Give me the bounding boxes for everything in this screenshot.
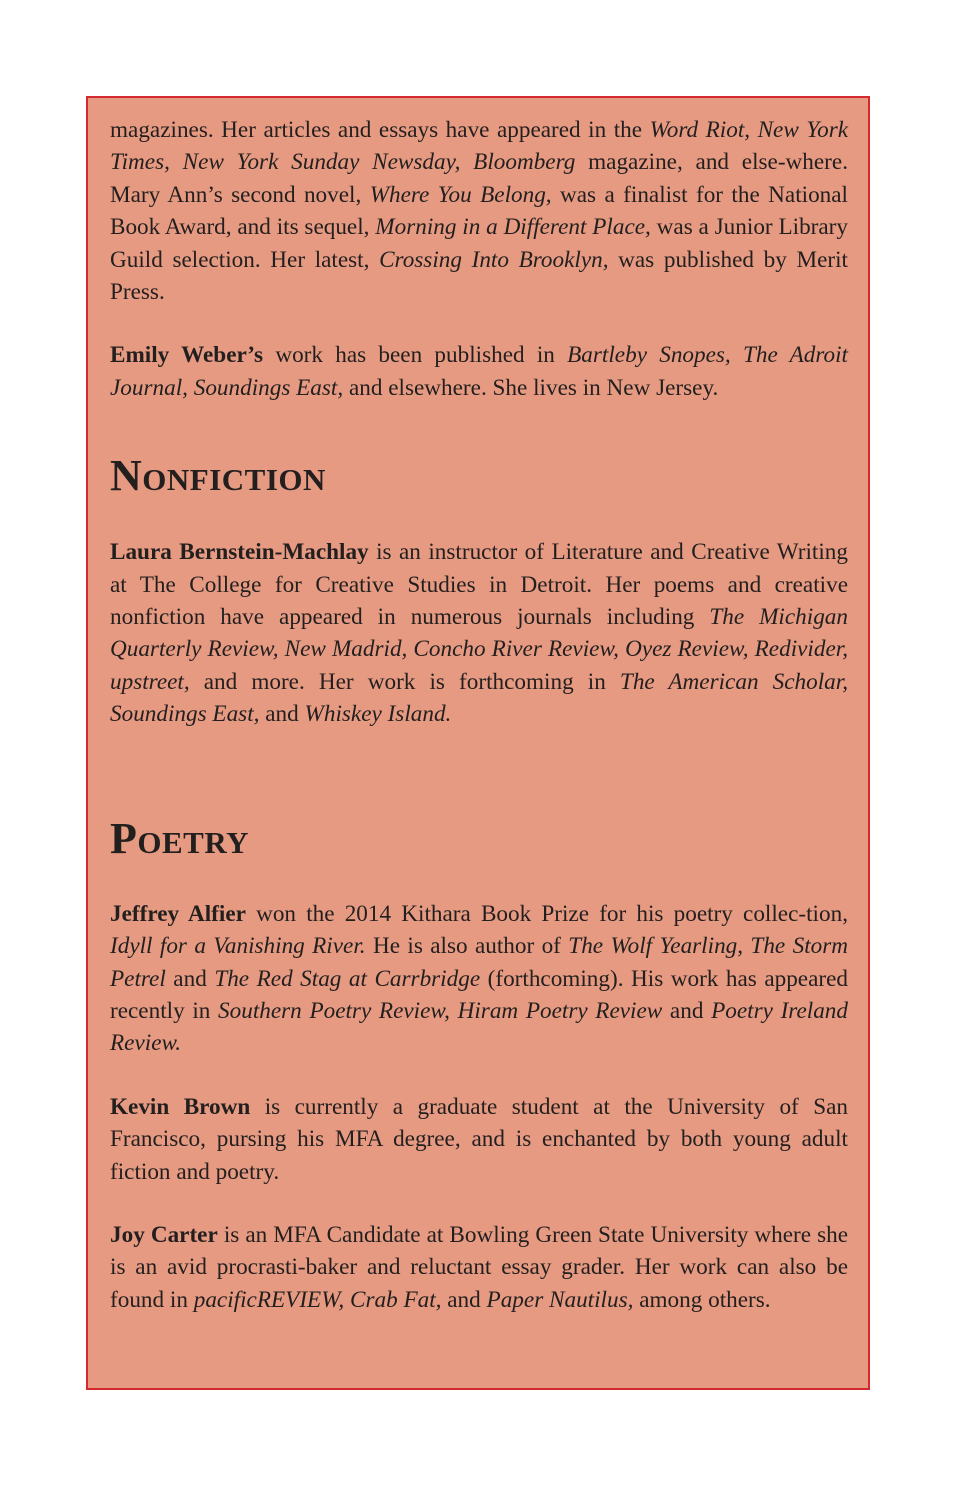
bio-joy-carter	[110, 1219, 848, 1316]
publication-titles: Southern Poetry Review, Hiram Poetry Review	[218, 997, 663, 1024]
book-title: Morning in a Different Place,	[375, 214, 651, 241]
bio-text: and	[259, 701, 305, 728]
section-heading-nonfiction: Nonfiction	[110, 451, 326, 501]
bio-text: and	[165, 965, 215, 992]
publication-titles: Paper Nautilus,	[486, 1286, 634, 1313]
bio-text: is an instructor of Literature and Creative Writing at The College for Creative Studies in Detroit. Her poems and creative nonfiction have appeared in numerous journals including	[110, 539, 848, 631]
publication-titles: Word Riot, New York Times, New York Sunday Newsday, Bloomberg	[110, 117, 849, 176]
bio-kevin-brown	[110, 1091, 848, 1188]
bio-text: magazines. Her articles and essays have appeared in the	[110, 117, 650, 143]
bio-text: was published by Merit Press.	[110, 246, 848, 306]
bio-text: is an MFA Candidate at Bowling Green State University where she is an avid procrasti-baker and reluctant essay grader. Her work can also be found in	[110, 1221, 849, 1313]
publication-titles: Poetry Ireland Review.	[110, 997, 848, 1057]
bio-text: and more. Her work is forthcoming in	[189, 668, 620, 695]
publication-titles: The American Scholar, Soundings East,	[110, 668, 848, 728]
publication-titles: The Michigan Quarterly Review, New Madrid, Concho River Review, Oyez Review, Redivider, upstreet,	[110, 604, 848, 695]
book-title: Idyll for a Vanishing River.	[110, 933, 366, 960]
book-title: The Red Stag at Carrbridge	[214, 965, 481, 992]
bio-text: (forthcoming). His work has appeared recently in	[110, 965, 848, 1024]
bio-jeffrey-alfier	[110, 898, 848, 1060]
bio-continuation-paragraph	[110, 114, 848, 308]
contributor-name: Jeffrey Alfier	[110, 900, 246, 927]
bio-text: and	[662, 997, 712, 1024]
contributor-name: Laura Bernstein-Machlay	[110, 539, 369, 566]
bio-text: He is also author of	[365, 933, 569, 960]
bio-emily-weber	[110, 339, 848, 404]
book-title: Where You Belong,	[369, 181, 552, 208]
section-heading-poetry: Poetry	[110, 813, 250, 863]
bio-text: is currently a graduate student at the University of San Francisco, pursing his MFA degree, and is enchanted by both young adult fiction and poetry.	[110, 1093, 848, 1185]
bio-text: was a Junior Library Guild selection. Her latest,	[110, 214, 848, 273]
book-title: The Wolf Yearling, The Storm Petrel	[110, 933, 848, 992]
publication-titles: Whiskey Island.	[304, 701, 452, 728]
bio-text: among others.	[633, 1286, 771, 1313]
bio-text: work has been published in	[263, 342, 568, 369]
publication-titles: pacificREVIEW, Crab Fat,	[193, 1286, 442, 1313]
contributor-name: Emily Weber’s	[110, 342, 264, 369]
bio-text: was a finalist for the National Book Award, and its sequel,	[110, 181, 848, 241]
publication-titles: Bartleby Snopes, The Adroit Journal, Soundings East,	[110, 342, 848, 401]
bio-laura-bernstein-machlay	[110, 536, 848, 730]
book-title: Crossing Into Brooklyn,	[379, 246, 609, 273]
bio-text: won the 2014 Kithara Book Prize for his poetry collec-tion,	[245, 900, 848, 927]
contributor-name: Joy Carter	[110, 1221, 218, 1248]
bio-text: and elsewhere. She lives in New Jersey.	[343, 374, 719, 401]
bio-text: and	[441, 1286, 487, 1313]
contributor-name: Kevin Brown	[110, 1093, 251, 1120]
bio-text: magazine, and else-where. Mary Ann’s second novel,	[110, 149, 848, 208]
contributors-panel	[86, 96, 870, 1390]
